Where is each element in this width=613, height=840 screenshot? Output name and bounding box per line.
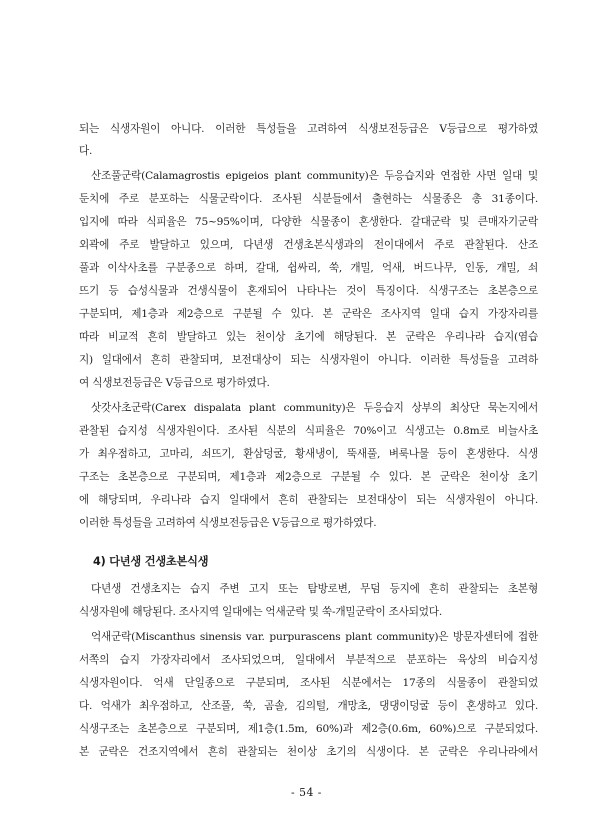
text-line: 지) 일대에서 흔히 관찰되며, 보전대상이 되는 식생자원이 아니다. 이러한 특성들을 고려하 (79, 354, 538, 366)
page-number: - 54 - (291, 786, 322, 799)
text-line: 에 해당되며, 우리나라 습지 일대에서 흔히 관찰되는 보전대상이 되는 식생자원이 아니다. (79, 494, 538, 506)
text-line: 다. 억새가 최우점하고, 산조풀, 쑥, 곰솔, 김의털, 개망초, 댕댕이덩굴 등이 혼생하고 있다. (79, 700, 538, 712)
text-line: 억새군락(Miscanthus sinensis var. purpurascens plant community)은 방문자센터에 접한 (91, 631, 538, 643)
text-line: 여 식생보전등급은 V등급으로 평가하였다. (79, 377, 270, 389)
text-line: 입지에 따라 식피율은 75~95%이며, 다양한 식물종이 혼생한다. 갈대군락 및 큰매자기군락 (79, 216, 538, 228)
text-line: 관찰된 습지성 식생자원이다. 조사된 식분의 식피율은 70%이고 식생고는 0.8m로 비늘사초 (79, 425, 538, 437)
text-line: 풀과 이삭사초를 구분종으로 하며, 갈대, 쉽싸리, 쑥, 개밀, 억새, 버드나무, 인동, 개밀, 쇠 (79, 262, 538, 274)
text-line: 식생구조는 초본층으로 구분되며, 제1층(1.5m, 60%)과 제2층(0.6m, 60%)으로 구분되었다. (79, 723, 538, 735)
text-line: 외곽에 주로 발달하고 있으며, 다년생 건생초본식생과의 전이대에서 주로 관찰된다. 산조 (79, 239, 538, 251)
text-line: 식생자원이다. 억새 단일종으로 구분되며, 조사된 식분에서는 17종의 식물종이 관찰되었 (79, 677, 538, 689)
section-heading: 4) 다년생 건생초본식생 (93, 555, 209, 568)
text-line: 가 최우점하고, 고마리, 쇠뜨기, 환삼덩굴, 황새냉이, 뚝새풀, 벼룩나물 등이 혼생한다. 식생 (79, 448, 538, 460)
text-line: 이러한 특성들을 고려하여 식생보전등급은 V등급으로 평가하였다. (79, 517, 377, 529)
text-line: 본 군락은 건조지역에서 흔히 관찰되는 천이상 초기의 식생이다. 본 군락은 우리나라에서 (79, 746, 538, 758)
text-line: 서쪽의 습지 가장자리에서 조사되었으며, 일대에서 부분적으로 분포하는 육상의 비습지성 (79, 654, 538, 666)
text-line: 되는 식생자원이 아니다. 이러한 특성들을 고려하여 식생보전등급은 V등급으로 평가하였 (79, 123, 538, 135)
text-line: 식생자원에 해당된다. 조사지역 일대에는 억새군락 및 쑥-개밀군락이 조사되었다. (79, 606, 442, 618)
text-line: 다. (79, 145, 93, 157)
text-line: 따라 비교적 흔히 발달하고 있는 천이상 초기에 해당된다. 본 군락은 우리나라 습지(염습 (79, 331, 538, 343)
text-line: 산조풀군락(Calamagrostis epigeios plant community)은 두응습지와 연접한 사면 일대 및 (91, 170, 538, 182)
text-line: 삿갓사초군락(Carex dispalata plant community)은 두응습지 상부의 최상단 묵논지에서 (91, 402, 538, 414)
text-line: 구분되며, 제1층과 제2층으로 구분될 수 있다. 본 군락은 조사지역 일대 습지 가장자리를 (79, 308, 538, 320)
text-line: 다년생 건생초지는 습지 주변 고지 또는 탐방로변, 무덤 등지에 흔히 관찰되는 초본형 (91, 583, 538, 595)
text-line: 뜨기 등 습성식물과 건생식물이 혼재되어 나타나는 것이 특징이다. 식생구조는 초본층으로 (79, 285, 538, 297)
text-line: 구조는 초본층으로 구분되며, 제1층과 제2층으로 구분될 수 있다. 본 군락은 천이상 초기 (79, 471, 538, 483)
text-line: 둔치에 주로 분포하는 식물군락이다. 조사된 식분들에서 출현하는 식물종은 총 31종이다. (79, 193, 538, 205)
